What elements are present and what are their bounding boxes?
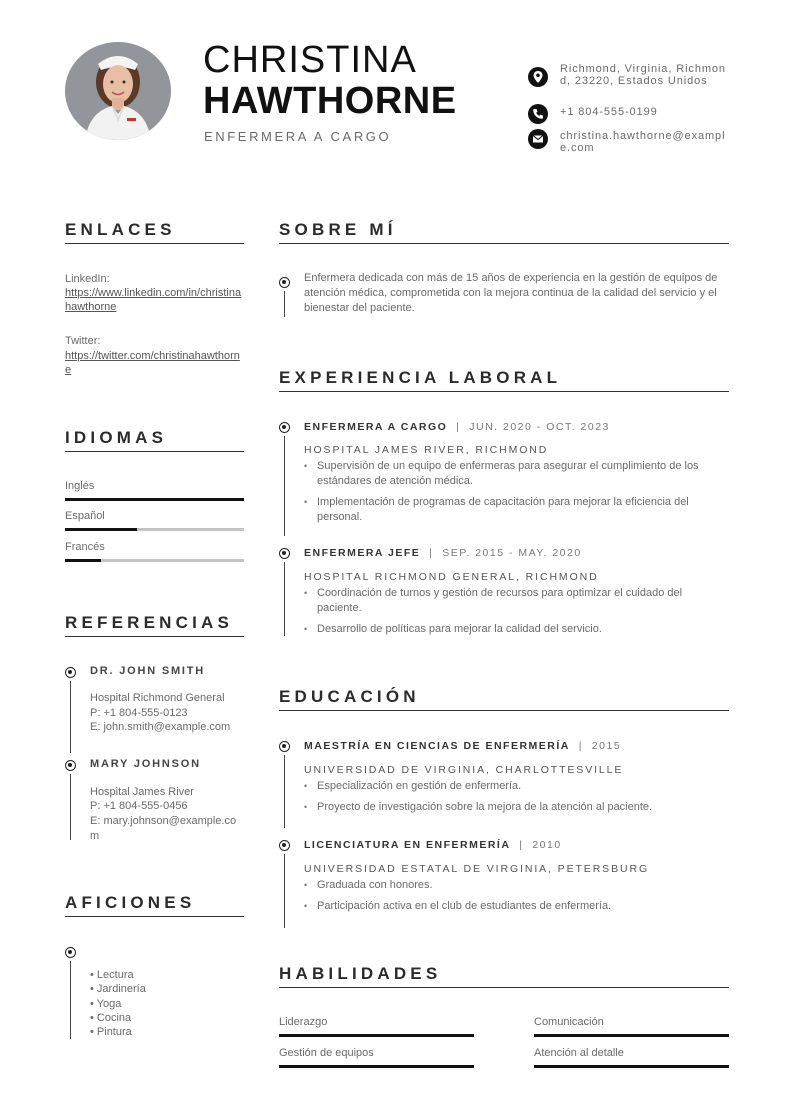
reference-phone: P: +1 804-555-0123 xyxy=(90,707,188,719)
reference-phone: P: +1 804-555-0456 xyxy=(90,800,188,812)
skill-label: Comunicación xyxy=(534,1016,604,1028)
skill-label: Liderazgo xyxy=(279,1016,328,1028)
envelope-icon xyxy=(528,129,548,149)
language-bar xyxy=(65,498,244,501)
timeline-line xyxy=(70,681,71,753)
timeline-line xyxy=(70,961,71,1039)
timeline-dot-icon xyxy=(65,947,76,958)
reference-org: Hospital Richmond General xyxy=(90,692,225,704)
skill-label: Atención al detalle xyxy=(534,1047,624,1059)
email-text: christina.hawthorne@example.com xyxy=(560,130,726,154)
languages-heading: IDIOMAS xyxy=(65,428,168,447)
skills-heading: HABILIDADES xyxy=(279,964,442,983)
job-bullet: • Supervisión de un equipo de enfermeras para asegurar el cumplimiento de los estándares de atención médica. xyxy=(304,459,729,488)
skill-bar xyxy=(534,1065,729,1068)
job-heading: ENFERMERA A CARGO | JUN. 2020 - OCT. 2023 xyxy=(304,421,610,433)
hobby-item: • Yoga xyxy=(90,998,122,1010)
experience-rule xyxy=(279,391,729,392)
references-rule xyxy=(65,636,244,637)
about-heading: SOBRE MÍ xyxy=(279,220,397,239)
education-bullet: • Especialización en gestión de enfermería. xyxy=(304,779,729,794)
address-text: Richmond, Virginia, Richmond, 23220, Estados Unidos xyxy=(560,63,726,87)
skill-label: Gestión de equipos xyxy=(279,1047,374,1059)
links-heading: ENLACES xyxy=(65,220,176,239)
job-bullet: • Implementación de programas de capacitación para mejorar la eficiencia del personal. xyxy=(304,495,729,524)
references-heading: REFERENCIAS xyxy=(65,613,234,632)
education-year: 2010 xyxy=(532,839,562,851)
hobbies-rule xyxy=(65,916,244,917)
timeline-dot-icon xyxy=(279,422,290,433)
job-title: ENFERMERA A CARGO xyxy=(204,129,392,144)
timeline-dot-icon xyxy=(279,277,290,288)
skills-rule xyxy=(279,987,729,988)
skill-bar xyxy=(279,1065,474,1068)
hobby-item: • Pintura xyxy=(90,1026,132,1038)
hobby-item: • Lectura xyxy=(90,969,134,981)
education-bullet: • Proyecto de investigación sobre la mejora de la atención al paciente. xyxy=(304,800,729,815)
school: UNIVERSIDAD DE VIRGINIA, CHARLOTTESVILLE xyxy=(304,764,624,776)
language-bar-fill xyxy=(65,498,244,501)
timeline-line xyxy=(284,854,285,928)
language-label: Español xyxy=(65,510,105,522)
twitter-link[interactable]: https://twitter.com/christinahawthorne xyxy=(65,350,240,376)
phone-icon xyxy=(528,104,548,124)
skill-bar xyxy=(534,1034,729,1037)
experience-heading: EXPERIENCIA LABORAL xyxy=(279,368,562,387)
job-bullet: • Coordinación de turnos y gestión de recursos para optimizar el cuidado del paciente. xyxy=(304,586,729,615)
reference-org: Hospital James River xyxy=(90,786,194,798)
last-name: HAWTHORNE xyxy=(203,80,457,122)
language-bar-fill xyxy=(65,559,101,562)
linkedin-link[interactable]: https://www.linkedin.com/in/christinahawthorne xyxy=(65,287,242,313)
language-label: Francés xyxy=(65,541,105,553)
timeline-dot-icon xyxy=(279,840,290,851)
job-title: ENFERMERA JEFE xyxy=(304,547,421,559)
education-rule xyxy=(279,710,729,711)
job-org: HOSPITAL JAMES RIVER, RICHMOND xyxy=(304,444,549,456)
linkedin-label: LinkedIn: xyxy=(65,273,110,285)
education-heading-line: LICENCIATURA EN ENFERMERÍA | 2010 xyxy=(304,839,562,851)
education-heading-line: MAESTRÍA EN CIENCIAS DE ENFERMERÍA | 2015 xyxy=(304,740,622,752)
timeline-line xyxy=(284,562,285,636)
timeline-line xyxy=(284,755,285,828)
timeline-line xyxy=(284,436,285,536)
languages-rule xyxy=(65,451,244,452)
timeline-line xyxy=(284,291,285,317)
reference-name: MARY JOHNSON xyxy=(90,758,201,770)
job-bullet: • Desarrollo de políticas para mejorar la calidad del servicio. xyxy=(304,622,729,637)
degree: LICENCIATURA EN ENFERMERÍA xyxy=(304,839,511,851)
language-bar xyxy=(65,528,244,531)
phone-text: +1 804-555-0199 xyxy=(560,106,658,118)
reference-email: E: mary.johnson@example.com xyxy=(90,815,237,842)
about-rule xyxy=(279,243,729,244)
about-text: Enfermera dedicada con más de 15 años de experiencia en la gestión de equipos de atención médica, comprometida con la mejora continua de la calidad del servicio y el bienestar del paciente. xyxy=(304,272,718,314)
education-bullet: • Participación activa en el club de estudiantes de enfermería. xyxy=(304,899,729,914)
degree: MAESTRÍA EN CIENCIAS DE ENFERMERÍA xyxy=(304,740,570,752)
job-dates: SEP. 2015 - MAY. 2020 xyxy=(442,547,582,559)
hobby-item: • Cocina xyxy=(90,1012,132,1024)
hobby-item: • Jardinería xyxy=(90,983,146,995)
job-title: ENFERMERA A CARGO xyxy=(304,421,448,433)
job-org: HOSPITAL RICHMOND GENERAL, RICHMOND xyxy=(304,571,599,583)
job-dates: JUN. 2020 - OCT. 2023 xyxy=(469,421,610,433)
school: UNIVERSIDAD ESTATAL DE VIRGINIA, PETERSBURG xyxy=(304,863,650,875)
timeline-dot-icon xyxy=(279,741,290,752)
reference-email: E: john.smith@example.com xyxy=(90,721,231,733)
language-label: Inglés xyxy=(65,480,95,492)
timeline-dot-icon xyxy=(279,548,290,559)
education-year: 2015 xyxy=(591,740,622,752)
language-bar-fill xyxy=(65,528,137,531)
skill-bar xyxy=(279,1034,474,1037)
timeline-dot-icon xyxy=(65,760,76,771)
job-heading: ENFERMERA JEFE | SEP. 2015 - MAY. 2020 xyxy=(304,547,582,559)
links-rule xyxy=(65,243,244,244)
timeline-line xyxy=(70,774,71,840)
hobbies-heading: AFICIONES xyxy=(65,893,196,912)
reference-name: DR. JOHN SMITH xyxy=(90,665,206,677)
language-bar xyxy=(65,559,244,562)
location-pin-icon xyxy=(528,67,548,87)
first-name: CHRISTINA xyxy=(203,39,417,81)
twitter-label: Twitter: xyxy=(65,335,101,347)
education-bullet: • Graduada con honores. xyxy=(304,878,729,893)
timeline-dot-icon xyxy=(65,667,76,678)
education-heading: EDUCACIÓN xyxy=(279,687,420,706)
profile-photo xyxy=(65,42,171,140)
